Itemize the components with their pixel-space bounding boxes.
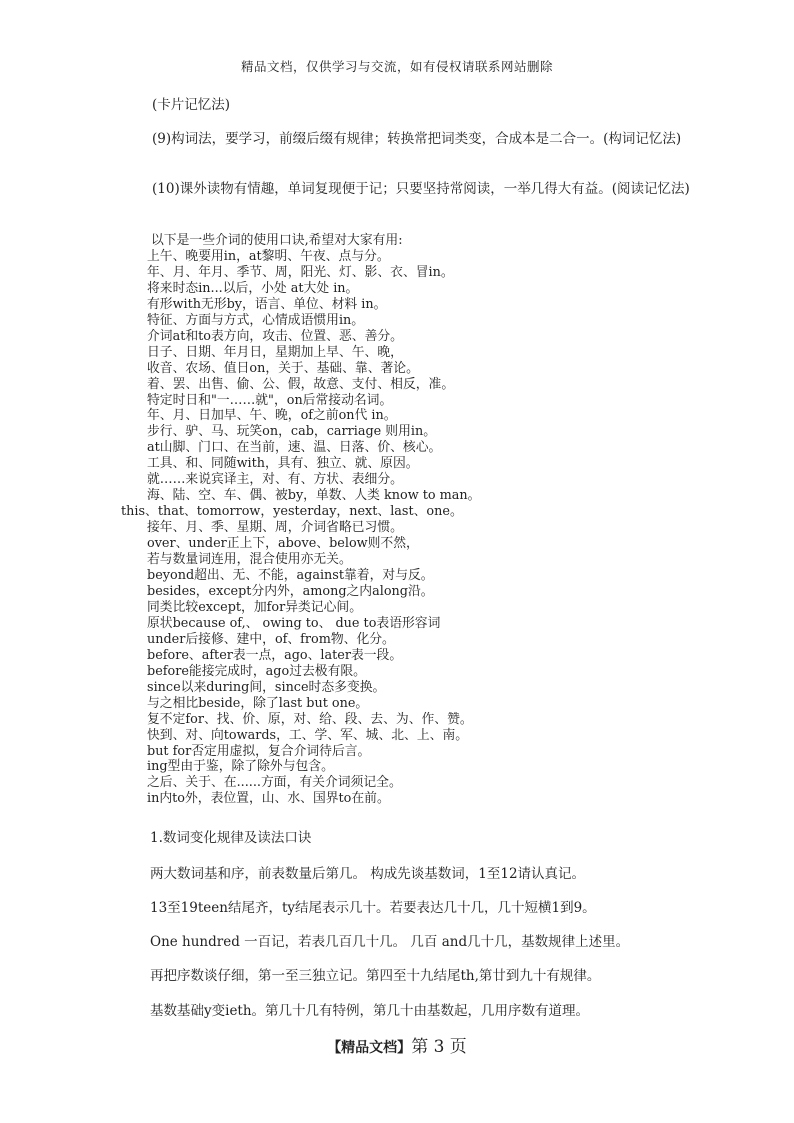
rhyme-line: at山脚、门口、在当前，速、温、日落、价、核心。 [147,440,442,456]
rhyme-line: ing型由于鉴，除了除外与包含。 [147,759,334,775]
rhyme-line: but for否定用虚拟，复合介词待后言。 [147,743,371,759]
rhyme-line: 特征、方面与方式，心情成语惯用in。 [147,312,365,328]
numeral-rule-line: 再把序数谈仔细，第一至三独立记。第四至十九结尾th,第廿到九十有规律。 [150,968,601,984]
rhyme-line: 日子、日期、年月日，星期加上早、午、晚， [147,344,403,360]
paragraph-word-formation: (9)构词法，要学习，前缀后缀有规律；转换常把词类变，合成本是二合一。(构词记忆法) [152,131,682,147]
rhyme-line: 复不定for、找、价、原，对、给、段、去、为、作、赞。 [147,711,473,727]
rhyme-line: 年、月、年月、季节、周，阳光、灯、影、衣、冒in。 [147,264,454,280]
rhyme-line: 快到、对、向towards，工、学、军、城、北、上、南。 [147,727,469,743]
rhyme-line: 若与数量词连用，混合使用亦无关。 [147,552,352,568]
rhyme-line: 着、罢、出售、偷、公、假，故意、支付、相反，准。 [147,376,455,392]
rhyme-line: besides，except分内外，among之内along沿。 [147,583,434,599]
rhyme-line: 步行、驴、马、玩笑on，cab，carriage 则用in。 [147,424,437,440]
rhyme-line: 年、月、日加早、午、晚，of之前on代 in。 [147,408,397,424]
page-header: 精品文档，仅供学习与交流，如有侵权请联系网站删除 [240,59,553,74]
numeral-rule-line: 13至19teen结尾齐，ty结尾表示几十。若要表达几十几，几十短横1到9。 [150,900,596,916]
preposition-rhyme-list [121,233,681,807]
page-number: 第 3 页 [411,1037,467,1057]
rhyme-line: 工具、和、同随with，具有、独立、就、原因。 [147,456,419,472]
rhyme-line: 收音、农场、值日on，关于、基础、靠、著论。 [147,360,419,376]
rhyme-line: 海、陆、空、车、偶、被by，单数、人类 know to man。 [147,488,481,504]
paragraph-card-memory: (卡片记忆法) [152,97,231,113]
rhyme-line: 有形with无形by，语言、单位、材料 in。 [147,296,387,312]
rhyme-line: beyond超出、无、不能，against靠着，对与反。 [147,568,434,584]
rhyme-line: 上午、晚要用in，at黎明、午夜、点与分。 [147,248,390,264]
rhyme-line: under后接修、建中，of、from物、化分。 [147,631,395,647]
section-title: 1.数词变化规律及读法口诀 [150,830,312,846]
rhyme-line: over、under正上下，above、below则不然， [147,536,419,552]
rhyme-intro: 以下是一些介词的使用口诀,希望对大家有用: [151,233,403,248]
rhyme-line: 介词at和to表方向，攻击、位置、恶、善分。 [147,328,403,344]
paragraph-reading-memory: (10)课外读物有情趣，单词复现便于记；只要坚持常阅读，一举几得大有益。(阅读记忆法) [152,181,690,197]
rhyme-line: before、after表一点，ago、later表一段。 [147,647,403,663]
rhyme-line: since以来during间，since时态多变换。 [147,679,386,695]
rhyme-line: 将来时态in...以后，小处 at大处 in。 [147,280,359,296]
rhyme-line: 之后、关于、在......方面，有关介词须记全。 [147,775,402,791]
page-footer [0,1032,794,1057]
rhyme-line: 与之相比beside，除了last but one。 [147,695,369,711]
footer-tag: 【精品文档】 [327,1040,412,1056]
rhyme-line: 原状because of,、 owing to、 due to表语形容词 [147,615,441,631]
rhyme-line: 特定时日和"一……就"，on后常接动名词。 [147,392,393,408]
rhyme-line: 同类比较except，加for异类记心间。 [147,599,362,615]
numeral-rule-line: 两大数词基和序，前表数量后第几。 构成先谈基数词，1至12请认真记。 [150,866,586,882]
numeral-rule-line: One hundred 一百记，若表几百几十几。 几百 and几十几，基数规律上述里。 [150,934,630,950]
rhyme-line: 接年、月、季、星期、周，介词省略已习惯。 [147,520,403,536]
numeral-rule-line: 基数基础y变ieth。第几十几有特例，第几十由基数起，几用序数有道理。 [150,1003,590,1019]
rhyme-line: 就……来说宾译主，对、有、方状、表细分。 [147,472,403,488]
rhyme-line: this、that、tomorrow，yesterday，next、last、one。 [121,504,463,520]
rhyme-line: before能接完成时，ago过去极有限。 [147,663,366,679]
rhyme-line: in内to外，表位置，山、水、国界to在前。 [147,791,390,807]
